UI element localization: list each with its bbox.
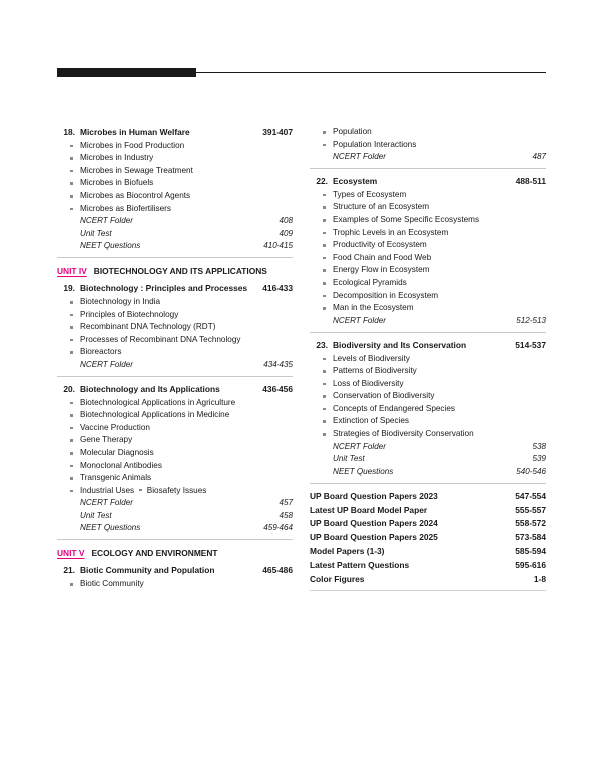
resource-item-unit-test[interactable] — [57, 512, 293, 520]
topic-label: Population Interactions — [333, 139, 417, 149]
chapter-number: 18. — [63, 127, 75, 137]
resource-pages: 487 — [532, 152, 546, 162]
resource-label: Unit Test — [333, 454, 365, 464]
topic-label: Decomposition in Ecosystem — [333, 290, 439, 300]
topic-label: Examples of Some Specific Ecosystems — [333, 215, 480, 225]
resource-item-ncert-folder[interactable] — [57, 499, 293, 507]
bullet-icon — [323, 282, 326, 285]
topic-item[interactable] — [310, 266, 546, 274]
topic-label: Microbes as Biofertilisers — [80, 203, 171, 213]
bullet-icon — [70, 427, 73, 430]
chapter-number: 21. — [63, 565, 75, 576]
unit-title: ECOLOGY AND ENVIRONMENT — [91, 548, 218, 559]
resource-pages: 539 — [532, 454, 546, 464]
bullet-icon — [323, 232, 326, 235]
bullet-icon — [70, 339, 73, 342]
topic-label: Biotic Community — [80, 579, 144, 589]
chapter-entry-21[interactable] — [57, 566, 293, 574]
bullet-icon — [70, 477, 73, 480]
bullet-icon — [323, 219, 326, 222]
bullet-icon — [70, 208, 73, 211]
resource-label: NCERT Folder — [80, 216, 133, 226]
topic-item[interactable] — [57, 323, 293, 331]
backmatter-label: UP Board Question Papers 2025 — [310, 532, 438, 543]
topic-label: Microbes as Biocontrol Agents — [80, 190, 191, 200]
bullet-icon — [70, 301, 73, 304]
topic-label: Microbes in Sewage Treatment — [80, 165, 193, 175]
bullet-icon — [70, 465, 73, 468]
backmatter-entry[interactable] — [310, 506, 546, 514]
topic-item[interactable] — [57, 411, 293, 419]
topic-item[interactable] — [57, 449, 293, 457]
resource-pages: 410-415 — [263, 241, 293, 251]
resource-pages: 408 — [279, 216, 293, 226]
bullet-icon — [323, 144, 326, 147]
topic-item[interactable] — [310, 430, 546, 438]
bullet-icon — [70, 157, 73, 160]
chapter-number: 23. — [316, 339, 328, 350]
bullet-icon — [70, 145, 73, 148]
toc-left-column — [57, 128, 293, 600]
resource-item-ncert-folder[interactable] — [310, 443, 546, 451]
topic-item[interactable] — [57, 580, 293, 588]
chapter-pages: 416-433 — [262, 283, 293, 294]
topic-item[interactable] — [310, 191, 546, 199]
resource-label: Unit Test — [80, 228, 112, 238]
bullet-icon — [323, 370, 326, 373]
bullet-icon — [70, 314, 73, 317]
topic-label-second: Biosafety Issues — [146, 485, 207, 495]
topic-label: Loss of Biodiversity — [333, 378, 404, 388]
topic-item[interactable] — [310, 229, 546, 237]
backmatter-entry[interactable] — [310, 492, 546, 500]
chapter-pages: 514-537 — [515, 339, 546, 350]
topic-label: Concepts of Endangered Species — [333, 403, 455, 413]
resource-label: NEET Questions — [80, 241, 141, 251]
bullet-icon — [70, 326, 73, 329]
topic-item[interactable] — [310, 254, 546, 262]
bullet-icon — [70, 452, 73, 455]
bullet-icon — [323, 131, 326, 134]
bullet-icon — [323, 395, 326, 398]
resource-pages: 459-464 — [263, 523, 293, 533]
topic-label: Man in the Ecosystem — [333, 303, 414, 313]
resource-item-unit-test[interactable] — [310, 455, 546, 463]
backmatter-pages: 547-554 — [515, 490, 546, 501]
resource-item-unit-test[interactable] — [57, 230, 293, 238]
bullet-icon — [70, 402, 73, 405]
bullet-icon — [323, 269, 326, 272]
resource-label: NEET Questions — [80, 523, 141, 533]
bullet-icon — [323, 420, 326, 423]
backmatter-label: Model Papers (1-3) — [310, 545, 385, 556]
bullet-icon — [70, 583, 73, 586]
topic-label: Energy Flow in Ecosystem — [333, 265, 430, 275]
topic-label: Structure of an Ecosystem — [333, 202, 430, 212]
topic-item[interactable] — [310, 203, 546, 211]
backmatter-pages: 585-594 — [515, 545, 546, 556]
chapter-title: Biotechnology : Principles and Processes — [80, 283, 248, 294]
topic-item[interactable] — [310, 241, 546, 249]
topic-label: Molecular Diagnosis — [80, 447, 154, 457]
bullet-icon — [70, 182, 73, 185]
bullet-icon — [323, 383, 326, 386]
chapter-pages: 488-511 — [515, 176, 546, 187]
topic-item[interactable] — [57, 298, 293, 306]
backmatter-pages: 595-616 — [515, 559, 546, 570]
toc-columns — [57, 128, 546, 600]
topic-label: Population — [333, 127, 372, 136]
resource-label: NCERT Folder — [80, 359, 133, 369]
topic-label: Strategies of Biodiversity Conservation — [333, 429, 474, 439]
topic-label: Types of Ecosystem — [333, 189, 407, 199]
header-rule-thick — [57, 68, 196, 77]
resource-label: Unit Test — [80, 510, 112, 520]
resource-pages: 512-513 — [516, 315, 546, 325]
resource-item-ncert-folder[interactable] — [310, 153, 546, 161]
unit-tag: UNIT V — [57, 548, 85, 559]
chapter-title: Ecosystem — [333, 176, 378, 187]
resource-pages: 538 — [532, 441, 546, 451]
resource-pages: 457 — [279, 498, 293, 508]
unit-heading-5 — [57, 548, 293, 559]
bullet-icon — [70, 490, 73, 493]
chapter-number: 22. — [316, 176, 328, 187]
bullet-icon — [70, 351, 73, 354]
unit-heading-4 — [57, 266, 293, 277]
resource-item-ncert-folder[interactable] — [57, 361, 293, 369]
bullet-icon — [323, 295, 326, 298]
bullet-icon — [70, 414, 73, 417]
topic-pair-label — [80, 487, 293, 495]
topic-item[interactable] — [57, 424, 293, 432]
chapter-pages: 436-456 — [262, 383, 293, 394]
topic-label: Processes of Recombinant DNA Technology — [80, 334, 241, 344]
chapter-entry-23[interactable] — [310, 341, 546, 349]
bullet-icon — [70, 439, 73, 442]
backmatter-pages: 558-572 — [515, 518, 546, 529]
resource-item-ncert-folder[interactable] — [57, 217, 293, 225]
resource-item-ncert-folder[interactable] — [310, 317, 546, 325]
topic-label: Conservation of Biodiversity — [333, 391, 435, 401]
resource-item-neet-questions[interactable] — [57, 524, 293, 532]
topic-item[interactable] — [57, 462, 293, 470]
header-rule — [57, 68, 546, 78]
backmatter-label: Latest UP Board Model Paper — [310, 504, 428, 515]
backmatter-pages: 555-557 — [515, 504, 546, 515]
topic-label: Microbes in Industry — [80, 153, 154, 163]
topic-label: Food Chain and Food Web — [333, 252, 432, 262]
header-rule-thin — [196, 72, 546, 73]
toc-right-column — [310, 128, 546, 600]
resource-item-neet-questions[interactable] — [57, 242, 293, 250]
topic-label: Biotechnological Applications in Medicine — [80, 410, 230, 420]
resource-pages: 434-435 — [263, 359, 293, 369]
topic-label: Biotechnological Applications in Agriculture — [80, 397, 236, 407]
topic-label: Gene Therapy — [80, 435, 133, 445]
topic-label: Monoclonal Antibodies — [80, 460, 162, 470]
topic-item[interactable] — [310, 405, 546, 413]
backmatter-entry[interactable] — [310, 547, 546, 555]
bullet-icon — [70, 195, 73, 198]
topic-item[interactable] — [57, 311, 293, 319]
topic-item[interactable] — [57, 474, 293, 482]
section-divider — [57, 257, 293, 258]
topic-label: Trophic Levels in an Ecosystem — [333, 227, 449, 237]
topic-item[interactable] — [57, 436, 293, 444]
topic-label: Vaccine Production — [80, 422, 150, 432]
topic-label: Recombinant DNA Technology (RDT) — [80, 322, 216, 332]
section-divider — [310, 483, 546, 484]
resource-pages: 409 — [279, 228, 293, 238]
topic-label: Ecological Pyramids — [333, 278, 407, 288]
topic-label: Levels of Biodiversity — [333, 353, 410, 363]
resource-label: NCERT Folder — [333, 441, 386, 451]
topic-item[interactable] — [57, 167, 293, 175]
topic-item[interactable] — [310, 216, 546, 224]
resource-label: NCERT Folder — [333, 152, 386, 162]
bullet-icon — [70, 170, 73, 173]
resource-label: NEET Questions — [333, 466, 394, 476]
bullet-icon — [323, 257, 326, 260]
backmatter-entry[interactable] — [310, 519, 546, 527]
backmatter-entry[interactable] — [310, 561, 546, 569]
topic-item[interactable] — [310, 279, 546, 287]
topic-item[interactable] — [310, 392, 546, 400]
topic-item[interactable] — [57, 336, 293, 344]
chapter-entry-20[interactable] — [57, 385, 293, 393]
chapter-pages: 391-407 — [262, 127, 293, 137]
topic-label: Microbes in Food Production — [80, 140, 185, 150]
backmatter-entry[interactable] — [310, 575, 546, 583]
backmatter-label: Color Figures — [310, 573, 365, 584]
bullet-icon — [323, 408, 326, 411]
topic-item[interactable] — [57, 142, 293, 150]
topic-item[interactable] — [57, 192, 293, 200]
topic-label: Transgenic Animals — [80, 473, 152, 483]
bullet-icon — [323, 307, 326, 310]
topic-item[interactable] — [310, 380, 546, 388]
backmatter-entry[interactable] — [310, 533, 546, 541]
section-divider — [57, 376, 293, 377]
bullet-icon — [323, 194, 326, 197]
resource-pages: 458 — [279, 510, 293, 520]
topic-label: Microbes in Biofuels — [80, 178, 154, 188]
topic-item[interactable] — [310, 417, 546, 425]
chapter-entry-19[interactable] — [57, 284, 293, 292]
resource-item-neet-questions[interactable] — [310, 468, 546, 476]
chapter-entry-18[interactable] — [57, 128, 293, 136]
topic-item[interactable] — [310, 141, 546, 149]
chapter-title: Biotic Community and Population — [80, 565, 215, 576]
topic-item[interactable] — [57, 205, 293, 213]
topic-item-pair[interactable] — [57, 487, 293, 495]
backmatter-label: UP Board Question Papers 2024 — [310, 518, 438, 529]
chapter-number: 20. — [63, 383, 75, 394]
topic-item[interactable] — [57, 154, 293, 162]
backmatter-label: UP Board Question Papers 2023 — [310, 490, 438, 501]
topic-label: Productivity of Ecosystem — [333, 240, 427, 250]
resource-label: NCERT Folder — [333, 315, 386, 325]
topic-label: Bioreactors — [80, 347, 122, 357]
bullet-icon — [323, 358, 326, 361]
section-divider — [310, 590, 546, 591]
topic-item[interactable] — [310, 367, 546, 375]
topic-item[interactable] — [57, 179, 293, 187]
topic-item[interactable] — [310, 355, 546, 363]
bullet-icon — [139, 489, 142, 492]
bullet-icon — [323, 433, 326, 436]
chapter-title: Biotechnology and Its Applications — [80, 383, 220, 394]
chapter-title: Biodiversity and Its Conservation — [333, 339, 467, 350]
topic-label: Patterns of Biodiversity — [333, 366, 417, 376]
bullet-icon — [323, 206, 326, 209]
topic-label-first: Industrial Uses — [80, 485, 135, 495]
topic-item[interactable] — [310, 292, 546, 300]
resource-label: NCERT Folder — [80, 498, 133, 508]
unit-tag: UNIT IV — [57, 266, 87, 277]
section-divider — [310, 168, 546, 169]
chapter-pages: 465-486 — [262, 565, 293, 576]
topic-item[interactable] — [57, 348, 293, 356]
topic-label: Extinction of Species — [333, 416, 410, 426]
backmatter-pages: 1-8 — [533, 573, 546, 584]
resource-pages: 540-546 — [516, 466, 546, 476]
unit-title: BIOTECHNOLOGY AND ITS APPLICATIONS — [93, 266, 267, 277]
section-divider — [57, 539, 293, 540]
backmatter-pages: 573-584 — [515, 532, 546, 543]
section-divider — [310, 332, 546, 333]
chapter-entry-22[interactable] — [310, 177, 546, 185]
topic-item[interactable] — [57, 399, 293, 407]
chapter-title: Microbes in Human Welfare — [80, 127, 190, 137]
chapter-number: 19. — [63, 283, 75, 294]
topic-item[interactable] — [310, 128, 546, 136]
bullet-icon — [323, 244, 326, 247]
topic-label: Biotechnology in India — [80, 296, 161, 306]
topic-label: Principles of Biotechnology — [80, 309, 179, 319]
topic-item[interactable] — [310, 304, 546, 312]
backmatter-label: Latest Pattern Questions — [310, 559, 410, 570]
